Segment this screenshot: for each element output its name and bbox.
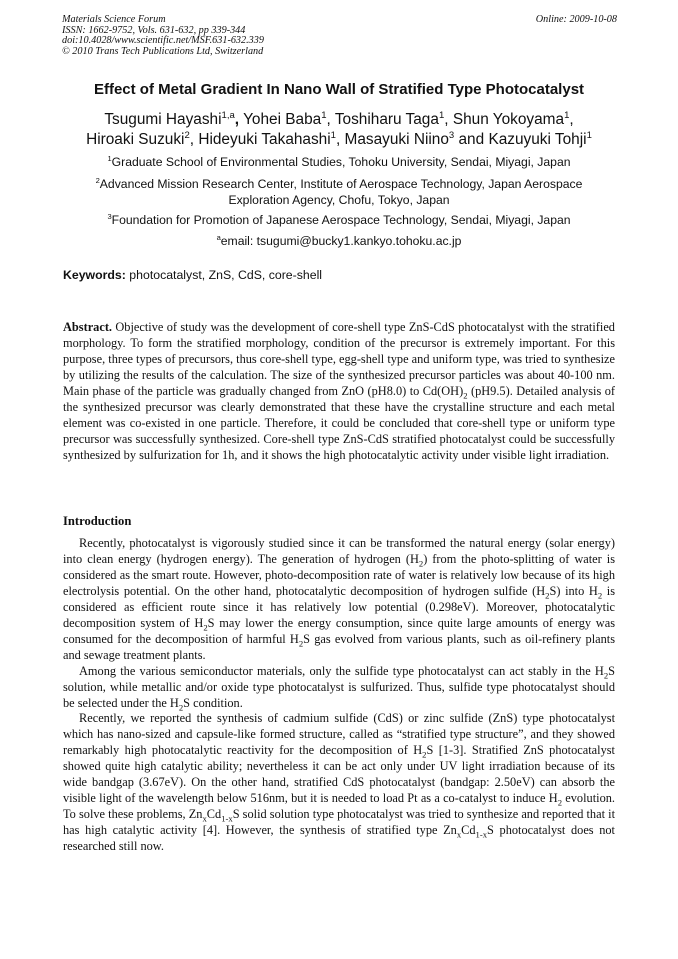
online-date: Online: 2009-10-08 <box>535 14 617 25</box>
text-run: S) into H <box>549 583 598 598</box>
text-run: S solid solution type photocatalyst was tried to synthesize and reported that it has high catalytic activity [4]. However, the synthesis of stratified type Zn <box>63 807 615 838</box>
text-run: S [1-3]. Stratified ZnS photocatalyst showed quite high catalytic ability; nevertheless it can be act only under UV light irradiation because of its wide bandgap (3.67eV). On the other hand, stratified CdS photocatalyst (bandgap: 2.50eV) can absorb the visible light of the wavelength below 516nm, but it is needed to load Pt as a co-catalyst to induce H <box>63 743 615 806</box>
email-sup: a <box>216 232 221 242</box>
subscript: 2 <box>178 702 184 712</box>
subscript: 2 <box>203 622 208 633</box>
affiliation-sup: 3 <box>107 211 112 221</box>
author-name: Toshiharu Taga <box>334 111 439 128</box>
author-name: Kazuyuki Tohji <box>488 130 587 148</box>
subscript: x <box>456 829 462 840</box>
author-affil-sup: 1 <box>321 109 327 121</box>
author-affil-sup: 2 <box>184 129 190 141</box>
text-run: S photocatalyst does not researched still now. <box>63 823 615 854</box>
subscript: 2 <box>603 670 609 681</box>
text-run: is considered as efficient route since it has relatively low potential (0.298eV). Moreover, photocatalytic decomposition system of H <box>63 583 616 630</box>
paragraph <box>63 536 615 664</box>
affiliation-text: Foundation for Promotion of Japanese Aerospace Technology, Sendai, Miyagi, Japan <box>111 213 571 227</box>
section-heading-introduction: Introduction <box>63 514 132 528</box>
author-line-2: Hiroaki Suzuki$^2$, Hideyuki Takahashi$^1$, Masayuki Niino$^3$ and Kazuyuki Tohji$^1$ <box>86 129 592 148</box>
keywords-label: Keywords: <box>63 268 126 282</box>
paragraph <box>63 664 615 712</box>
author-name: Shun Yokoyama <box>452 111 565 128</box>
affiliation-text-cont: Exploration Agency, Chofu, Tokyo, Japan <box>228 192 450 207</box>
subscript: 2 <box>422 749 427 760</box>
subscript: 2 <box>298 638 304 649</box>
abstract <box>63 320 615 464</box>
affiliation-sup: 2 <box>95 175 100 185</box>
text-run: S gas evolved from various plants, such as oil-refinery plants and sewage treatment plants. <box>63 631 616 662</box>
affiliation-3 <box>40 213 638 229</box>
introduction-body <box>63 536 615 855</box>
affiliation-2 <box>40 177 638 208</box>
text-run: S may lower the energy consumption, since quite large amounts of energy was consumed for the decomposition of harmful H <box>63 615 615 646</box>
abstract-text: Objective of study was the development of core-shell type ZnS-CdS photocatalyst with the stratified morphology. To form the stratified morphology, condition of the precursor is extremely important. For this purpose, three types of precursors, thus core-shell type, egg-shell type and uniform type, was tried to synthesize by utilizing the results of the calculation. The size of the synthesized precursor particles was about 40-100 nm. Main phase of the particle was gradually changed from ZnO (pH8.0) to Cd(OH) <box>63 320 615 398</box>
text-run: S solution, while metallic and/or oxide type photocatalyst is sulfurized. Thus, sulfide type photocatalyst should be selected under the H <box>63 663 615 710</box>
subscript: 2 <box>418 558 424 569</box>
subscript: 2 <box>545 590 550 601</box>
author-conjunction: and <box>458 130 485 148</box>
subscript: 2 <box>597 590 603 601</box>
paragraph <box>63 711 615 855</box>
affiliation-sup: 1 <box>107 153 112 163</box>
affiliation-text: Advanced Mission Research Center, Institute of Aerospace Technology, Japan Aerospace <box>99 177 583 191</box>
author-affil-sup: 1 <box>564 109 570 121</box>
author-list <box>40 110 638 149</box>
text-run: Cd <box>206 807 222 822</box>
corresponding-email <box>40 234 638 250</box>
author-line-1: Tsugumi Hayashi$^{1,a}$, Yohei Baba$^1$, Toshiharu Taga$^1$, Shun Yokoyama$^1$, <box>104 109 574 128</box>
author-affil-sup: 1,a <box>221 109 235 121</box>
author-name: Yohei Baba <box>243 111 322 128</box>
subscript: 1-x <box>221 813 233 824</box>
author-name: Masayuki Niino <box>344 130 449 148</box>
author-affil-sup: 1 <box>438 109 445 121</box>
text-run: evolution. To solve these problems, Zn <box>63 791 615 822</box>
text-run: Cd <box>461 823 476 838</box>
abstract-label: Abstract. <box>63 320 113 334</box>
author-affil-sup: 1 <box>330 129 336 141</box>
author-name: Hideyuki Takahashi <box>198 130 331 148</box>
subscript: x <box>202 813 207 824</box>
text-run: Among the various semiconductor materials, only the sulfide type photocatalyst can act stably in the H <box>79 663 604 678</box>
journal-header <box>62 15 617 57</box>
text-run: Recently, we reported the synthesis of cadmium sulfide (CdS) or zinc sulfide (ZnS) type photocatalyst which has nano-sized and capsule-like formed structure, called as “stratified type structure”, and they showed remarkably high photocatalytic reactivity for the decomposition of H <box>63 711 615 758</box>
text-run: S condition. <box>183 695 243 710</box>
copyright-line: © 2010 Trans Tech Publications Ltd, Switzerland <box>62 45 264 57</box>
subscript: 2 <box>557 797 563 808</box>
subscript: 1-x <box>475 829 488 840</box>
abstract-text: (pH9.5). Detailed analysis of the synthesized precursor was clearly demonstrated that these have the crystalline structure and each metal element was co-existed in one particle. Therefore, it could be concluded that core-shell type or uniform type precursor was successfully synthesized. Core-shell type ZnS-CdS stratified photocatalyst could be successfully synthesized by sulfurization for 1h, and it shows the high photocatalytic activity under visible light irradiation. <box>63 383 615 462</box>
keywords-text: photocatalyst, ZnS, CdS, core-shell <box>129 268 323 282</box>
subscript: 2 <box>463 390 468 401</box>
email-text: email: tsugumi@bucky1.kankyo.tohoku.ac.jp <box>220 234 462 248</box>
affiliation-1 <box>40 155 638 171</box>
journal-name: Materials Science Forum <box>62 14 166 25</box>
author-affil-sup: 1 <box>586 129 592 141</box>
issn-line: ISSN: 1662-9752, Vols. 631-632, pp 339-344 <box>62 24 246 36</box>
text-run: Recently, photocatalyst is vigorously studied since it can be transformed the natural energy (solar energy) into clean energy (hydrogen energy). The generation of hydrogen (H <box>63 536 615 566</box>
doi-line: doi:10.4028/www.scientific.net/MSF.631-632.339 <box>62 35 264 47</box>
author-name: Tsugumi Hayashi <box>104 111 222 128</box>
paper-title: Effect of Metal Gradient In Nano Wall of Stratified Type Photocatalyst <box>93 81 585 98</box>
affiliation-text: Graduate School of Environmental Studies, Tohoku University, Sendai, Miyagi, Japan <box>111 155 571 169</box>
text-run: ) from the photo-splitting of water is considered as the smart route. However, photo-decomposition rate of water is relatively low because of its high electrolysis potential. On the other hand, photocatalytic decomposition of hydrogen sulfide (H <box>63 551 615 598</box>
author-affil-sup: 3 <box>448 129 455 141</box>
keywords-line <box>63 268 322 282</box>
author-name: Hiroaki Suzuki <box>86 130 185 148</box>
